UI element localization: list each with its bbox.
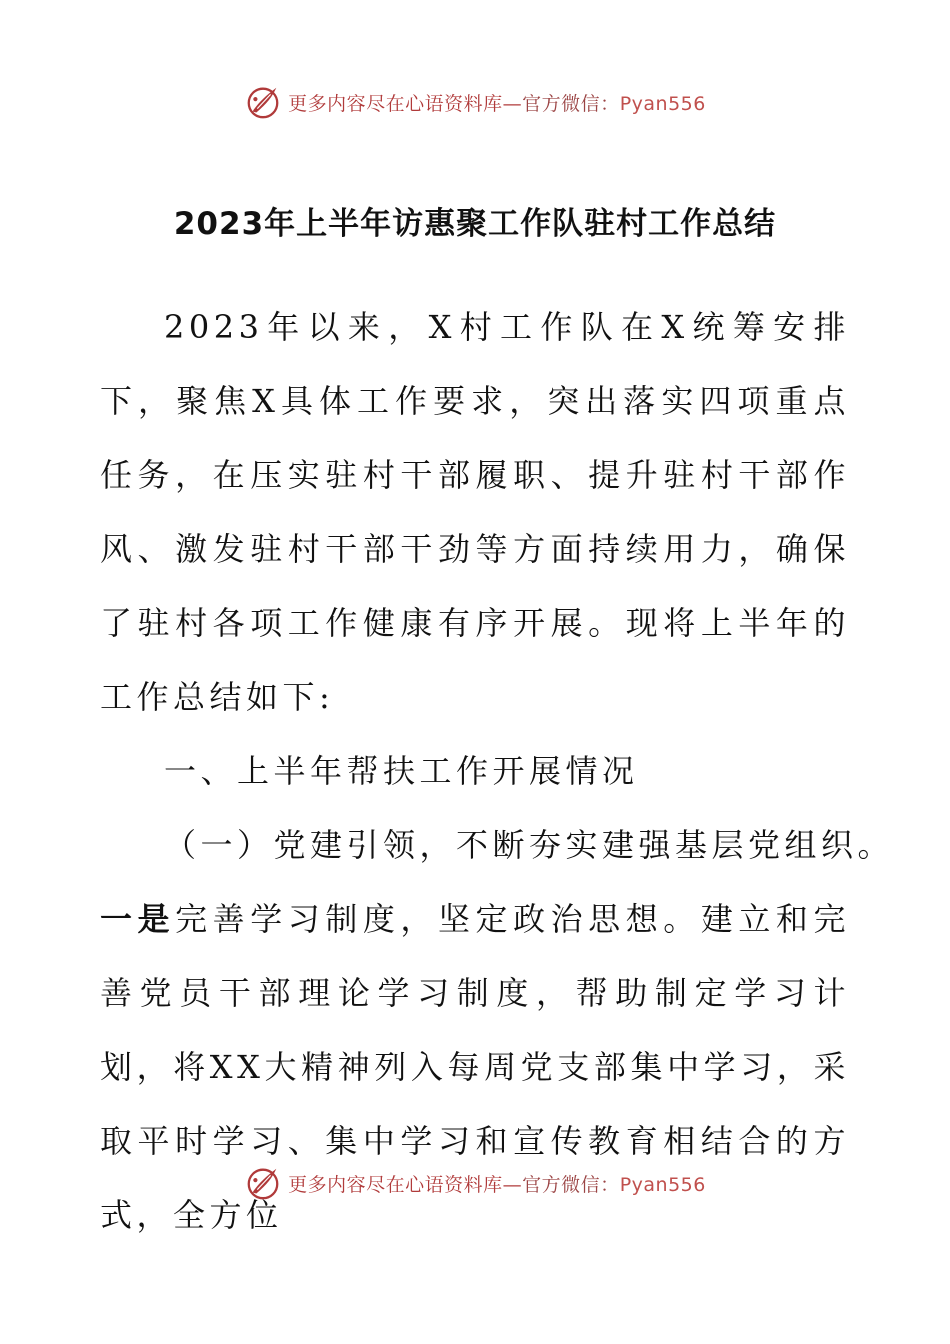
banner-separator: — xyxy=(502,1173,523,1196)
banner-slogan: 更多内容尽在心语资料库 xyxy=(288,1173,503,1196)
footer-banner xyxy=(0,1163,950,1203)
intro-paragraph: 2023年以来，X村工作队在X统筹安排下，聚焦X具体工作要求，突出落实四项重点任务，在压实驻村干部履职、提升驻村干部作风、激发驻村干部干劲等方面持续用力，确保了驻村各项工作健康有序开展。现将上半年的工作总结如下: xyxy=(100,308,850,716)
banner-separator: — xyxy=(502,92,523,115)
quill-seal-icon xyxy=(244,83,282,121)
banner-wechat-id: Pyan556 xyxy=(619,92,706,115)
banner-wechat-id: Pyan556 xyxy=(619,1173,706,1196)
banner-slogan: 更多内容尽在心语资料库 xyxy=(288,92,503,115)
section-heading: 一、上半年帮扶工作开展情况 xyxy=(164,752,639,790)
header-banner xyxy=(0,82,950,122)
item-text: 完善学习制度，坚定政治思想。建立和完善党员干部理论学习制度，帮助制定学习计划，将XX大精神列入每周党支部集中学习，采取平时学习、集中学习和宣传教育相结合的方式，全方位 xyxy=(100,900,850,1234)
banner-text xyxy=(288,89,706,116)
banner-wechat-label: 官方微信： xyxy=(522,1173,620,1196)
document-body xyxy=(100,290,895,1252)
quill-seal-icon xyxy=(244,1164,282,1202)
item-lead: 一是 xyxy=(100,900,176,938)
banner-wechat-label: 官方微信： xyxy=(522,92,620,115)
banner-text xyxy=(288,1170,706,1197)
subsection-heading: （一）党建引领，不断夯实建强基层党组织。 xyxy=(164,826,895,864)
document-title: 2023年上半年访惠聚工作队驻村工作总结 xyxy=(173,206,777,242)
